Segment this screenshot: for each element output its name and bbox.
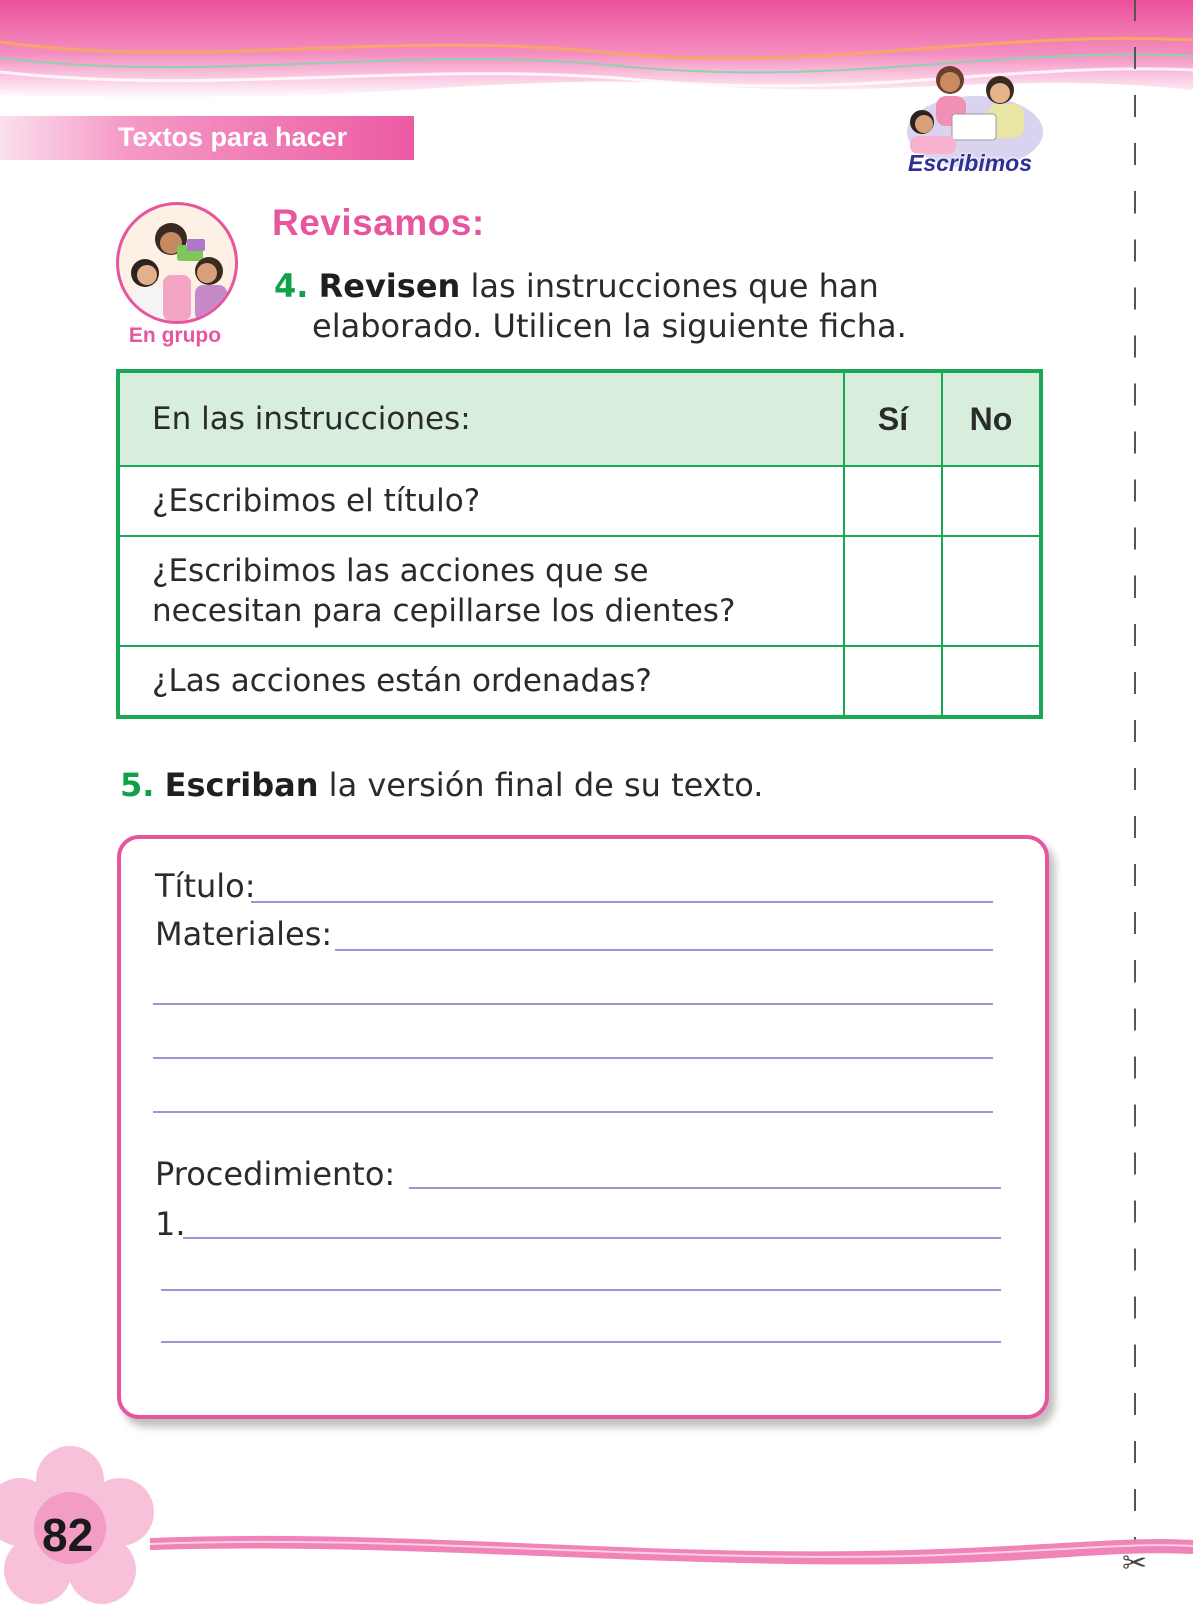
checklist-item-text: ¿Escribimos las acciones que se: [152, 553, 649, 589]
checklist-table: [116, 369, 1043, 719]
no-column-header: No: [942, 371, 1041, 466]
checklist-row: [118, 466, 1041, 536]
step-write-line[interactable]: [161, 1289, 1001, 1291]
checklist-item-text: ¿Las acciones están ordenadas?: [152, 663, 652, 699]
materials-write-line[interactable]: [153, 1111, 993, 1113]
step-write-line[interactable]: [161, 1341, 1001, 1343]
materials-write-line[interactable]: [335, 949, 993, 951]
procedure-label: Procedimiento:: [155, 1155, 396, 1193]
group-label: En grupo: [128, 324, 222, 347]
checklist-row: [118, 646, 1041, 717]
question-text: la versión final de su texto.: [328, 766, 764, 804]
section-tab: [0, 116, 414, 160]
page-number: 82: [42, 1509, 94, 1561]
no-checkbox[interactable]: [942, 646, 1041, 717]
checklist-row: [118, 536, 1041, 646]
section-tab-label: Textos para hacer: [118, 122, 348, 152]
step-1-label: 1.: [155, 1205, 186, 1243]
checklist-item-text: ¿Escribimos el título?: [152, 483, 481, 519]
question-verb: Revisen: [318, 267, 461, 305]
question-5: [120, 766, 763, 804]
section-heading: Revisamos:: [272, 202, 485, 243]
yes-column-header: Sí: [844, 371, 942, 466]
yes-checkbox[interactable]: [844, 646, 942, 717]
materials-write-line[interactable]: [153, 1057, 993, 1059]
footer-wave: [150, 1528, 1193, 1568]
checklist-item-text-line2: necesitan para cepillarse los dientes?: [152, 593, 736, 629]
question-text-line2: elaborado. Utilicen la siguiente ficha.: [312, 307, 907, 345]
checklist-item: [118, 466, 844, 536]
activity-badge-label: Escribimos: [908, 150, 1032, 176]
title-label: Título:: [155, 867, 256, 905]
question-text: las instrucciones que han: [470, 267, 879, 305]
procedure-write-line[interactable]: [409, 1187, 1001, 1189]
yes-checkbox[interactable]: [844, 466, 942, 536]
materials-write-line[interactable]: [153, 1003, 993, 1005]
writing-box: [117, 835, 1049, 1419]
checklist-item: [118, 646, 844, 717]
question-number: 4.: [274, 267, 309, 305]
scissors-icon: ✂: [1122, 1546, 1148, 1581]
question-4: [274, 266, 907, 346]
checklist-header: En las instrucciones:: [118, 371, 844, 466]
question-verb: Escriban: [164, 766, 319, 804]
group-work-icon: [116, 202, 238, 324]
question-number: 5.: [120, 766, 155, 804]
materials-label: Materiales:: [155, 915, 333, 953]
cut-dashed-line: [1134, 0, 1136, 1548]
yes-checkbox[interactable]: [844, 536, 942, 646]
no-checkbox[interactable]: [942, 466, 1041, 536]
step-write-line[interactable]: [183, 1237, 1001, 1239]
no-checkbox[interactable]: [942, 536, 1041, 646]
title-write-line[interactable]: [251, 901, 993, 903]
checklist-header-row: [118, 371, 1041, 466]
checklist-item: [118, 536, 844, 646]
